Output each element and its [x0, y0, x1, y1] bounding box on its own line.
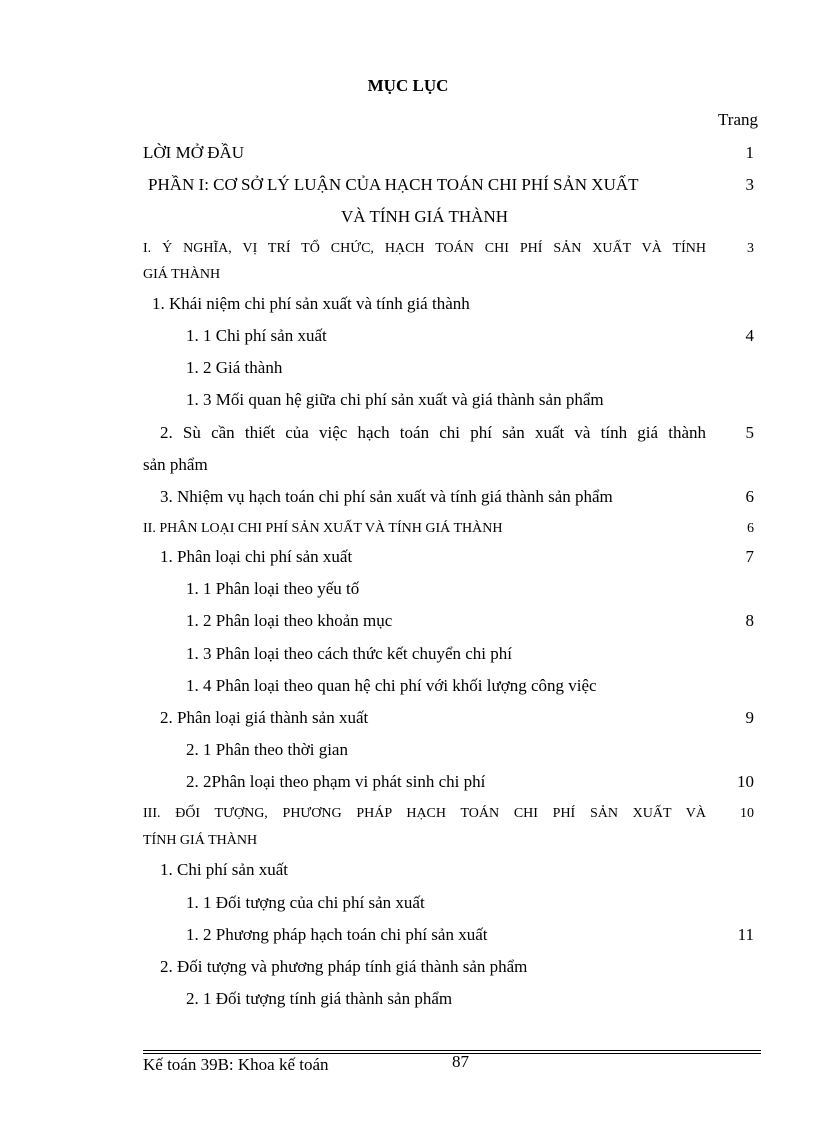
toc-entry-text: 1. 3 Phân loại theo cách thức kết chuyển chi phí — [186, 644, 512, 663]
toc-entry-page: 5 — [745, 423, 754, 442]
toc-entry-text: 1. 1 Đối tượng của chi phí sản xuất — [186, 893, 425, 912]
toc-entry-text: 1. 2 Giá thành — [186, 358, 283, 377]
footer-divider — [143, 1050, 761, 1051]
toc-entry-page: 1 — [745, 143, 754, 162]
toc-entry-text: 1. 3 Mối quan hệ giữa chi phí sản xuất và giá thành sản phẩm — [186, 390, 604, 409]
toc-entry-text: 3. Nhiệm vụ hạch toán chi phí sản xuất và tính giá thành sản phẩm — [160, 487, 613, 506]
toc-entry-page: 7 — [745, 547, 754, 566]
toc-entry-text: 2. Đối tượng và phương pháp tính giá thành sản phẩm — [160, 957, 528, 976]
toc-entry-text: 2. Sù cần thiết của việc hạch toán chi phí sản xuất và tính giá thành — [160, 423, 706, 442]
toc-entry-page: 11 — [737, 925, 754, 944]
toc-entry-text: 1. 4 Phân loại theo quan hệ chi phí với khối lượng công việc — [186, 676, 597, 695]
toc-entry-text-cont: GIÁ THÀNH — [143, 267, 221, 282]
toc-entry-page: 3 — [745, 175, 754, 194]
toc-entry-text: 2. 1 Phân theo thời gian — [186, 740, 348, 759]
toc-entry-page: 3 — [747, 241, 754, 256]
toc-entry-text-cont: sản phẩm — [143, 455, 208, 474]
toc-entry-text: 1. 2 Phương pháp hạch toán chi phí sản xuất — [186, 925, 488, 944]
toc-entry-page: 8 — [745, 611, 754, 630]
toc-entry-text: 2. Phân loại giá thành sản xuất — [160, 708, 369, 727]
toc-entry-text: III. ĐỐI TƯỢNG, PHƯƠNG PHÁP HẠCH TOÁN CHI PHÍ SẢN XUẤT VÀ — [143, 806, 706, 821]
toc-entry-text: II. PHÂN LOẠI CHI PHÍ SẢN XUẤT VÀ TÍNH GIÁ THÀNH — [143, 521, 503, 536]
toc-entry-text: 2. 1 Đối tượng tính giá thành sản phẩm — [186, 989, 453, 1008]
toc-entry-text: LỜI MỞ ĐẦU — [143, 143, 245, 162]
toc-entry-page: 6 — [745, 487, 754, 506]
toc-entry-page: 10 — [737, 772, 754, 791]
toc-entry-text: 1. Chi phí sản xuất — [160, 860, 288, 879]
toc-entry-text: PHẦN I: CƠ SỞ LÝ LUẬN CỦA HẠCH TOÁN CHI PHÍ SẢN XUẤT — [148, 175, 639, 194]
toc-entry-text: 1. 1 Chi phí sản xuất — [186, 326, 327, 345]
footer-page-number: 87 — [452, 1052, 469, 1071]
footer-text: Kế toán 39B: Khoa kế toán — [143, 1055, 329, 1074]
toc-entry-page: 10 — [740, 806, 754, 821]
toc-entry-text: 1. 2 Phân loại theo khoản mục — [186, 611, 393, 630]
toc-entry-text: 2. 2Phân loại theo phạm vi phát sinh chi phí — [186, 772, 486, 791]
page-title: MỤC LỤC — [367, 76, 449, 95]
toc-entry-page: 9 — [745, 708, 754, 727]
toc-entry-text: 1. Phân loại chi phí sản xuất — [160, 547, 353, 566]
toc-entry-text: 1. Khái niệm chi phí sản xuất và tính giá thành — [152, 294, 470, 313]
toc-entry-text: I. Ý NGHĨA, VỊ TRÍ TỔ CHỨC, HẠCH TOÁN CHI PHÍ SẢN XUẤT VÀ TÍNH — [143, 241, 706, 256]
toc-entry-text: 1. 1 Phân loại theo yếu tố — [186, 579, 360, 598]
toc-entry-text-cont: VÀ TÍNH GIÁ THÀNH — [341, 207, 508, 226]
page-column-header: Trang — [718, 110, 758, 129]
toc-entry-text-cont: TÍNH GIÁ THÀNH — [143, 833, 258, 848]
toc-entry-page: 6 — [747, 521, 754, 536]
toc-entry-page: 4 — [745, 326, 754, 345]
